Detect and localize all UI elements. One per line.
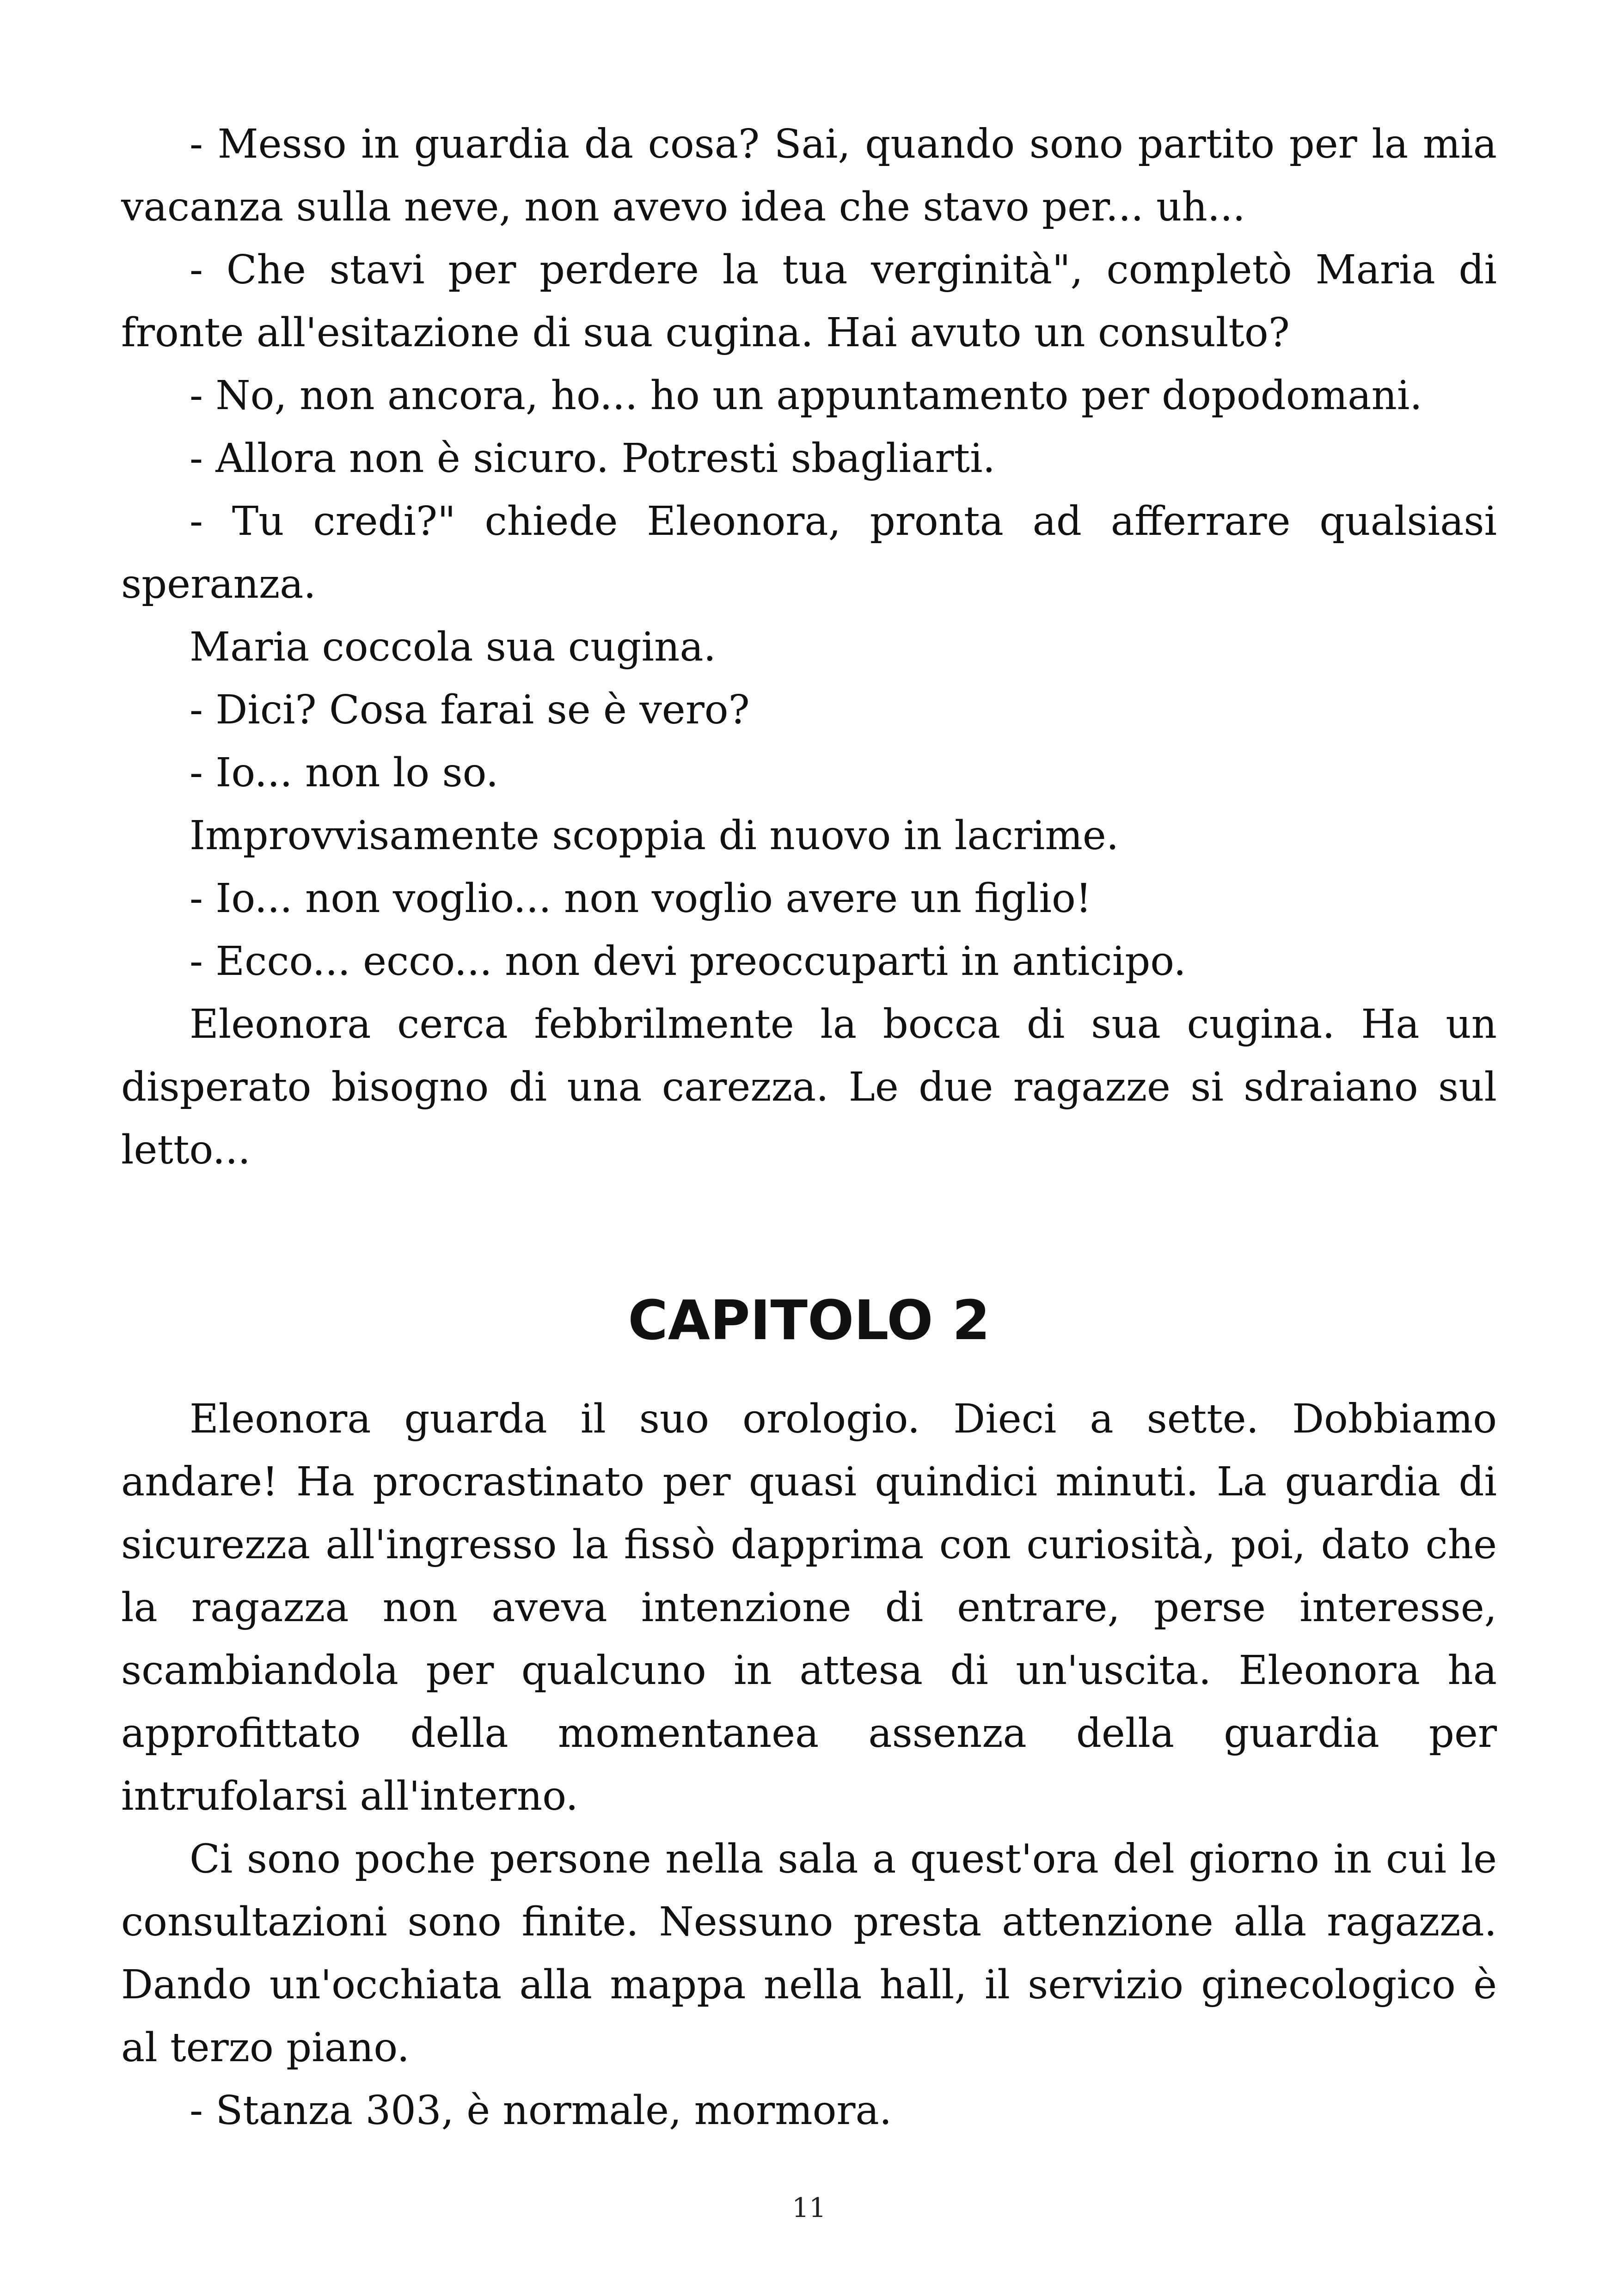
- paragraph: - Che stavi per perdere la tua verginità", completò Maria di fronte all'esitazione di sua cugina. Hai avuto un consulto?: [121, 247, 1497, 356]
- paragraph: Improvvisamente scoppia di nuovo in lacrime.: [190, 813, 1119, 859]
- paragraph: - Io... non lo so.: [190, 750, 499, 796]
- paragraph: Ci sono poche persone nella sala a quest'ora del giorno in cui le consultazioni sono finite. Nessuno presta attenzione alla ragazza. Dando un'occhiata alla mappa nella hall, il servizio ginecologico è al terzo piano.: [121, 1836, 1497, 2071]
- paragraph: - Dici? Cosa farai se è vero?: [190, 687, 750, 733]
- paragraph: Maria coccola sua cugina.: [190, 624, 716, 670]
- paragraph: Eleonora cerca febbrilmente la bocca di sua cugina. Ha un disperato bisogno di una carezza. Le due ragazze si sdraiano sul letto...: [121, 1001, 1497, 1173]
- paragraph: - Stanza 303, è normale, mormora.: [190, 2088, 892, 2134]
- previous-chapter-text: [121, 113, 1497, 1182]
- paragraph: - Allora non è sicuro. Potresti sbagliarti.: [190, 435, 995, 482]
- chapter-title: CAPITOLO 2: [628, 1288, 990, 1352]
- page-number: 11: [792, 2192, 826, 2223]
- chapter-body-text: [121, 1388, 1497, 2142]
- paragraph: - Tu credi?" chiede Eleonora, pronta ad afferrare qualsiasi speranza.: [121, 498, 1497, 607]
- paragraph: - Io... non voglio... non voglio avere un figlio!: [190, 876, 1092, 922]
- paragraph: - No, non ancora, ho... ho un appuntamento per dopodomani.: [190, 373, 1422, 419]
- paragraph: - Ecco... ecco... non devi preoccuparti in anticipo.: [190, 938, 1186, 985]
- paragraph: - Messo in guardia da cosa? Sai, quando sono partito per la mia vacanza sulla neve, non avevo idea che stavo per... uh...: [121, 121, 1497, 230]
- paragraph: Eleonora guarda il suo orologio. Dieci a sette. Dobbiamo andare! Ha procrastinato per quasi quindici minuti. La guardia di sicurezza all'ingresso la fissò dapprima con curiosità, poi, dato che la ragazza non aveva intenzione di entrare, perse interesse, scambiandola per qualcuno in attesa di un'uscita. Eleonora ha approfittato della momentanea assenza della guardia per intrufolarsi all'interno.: [121, 1396, 1497, 1819]
